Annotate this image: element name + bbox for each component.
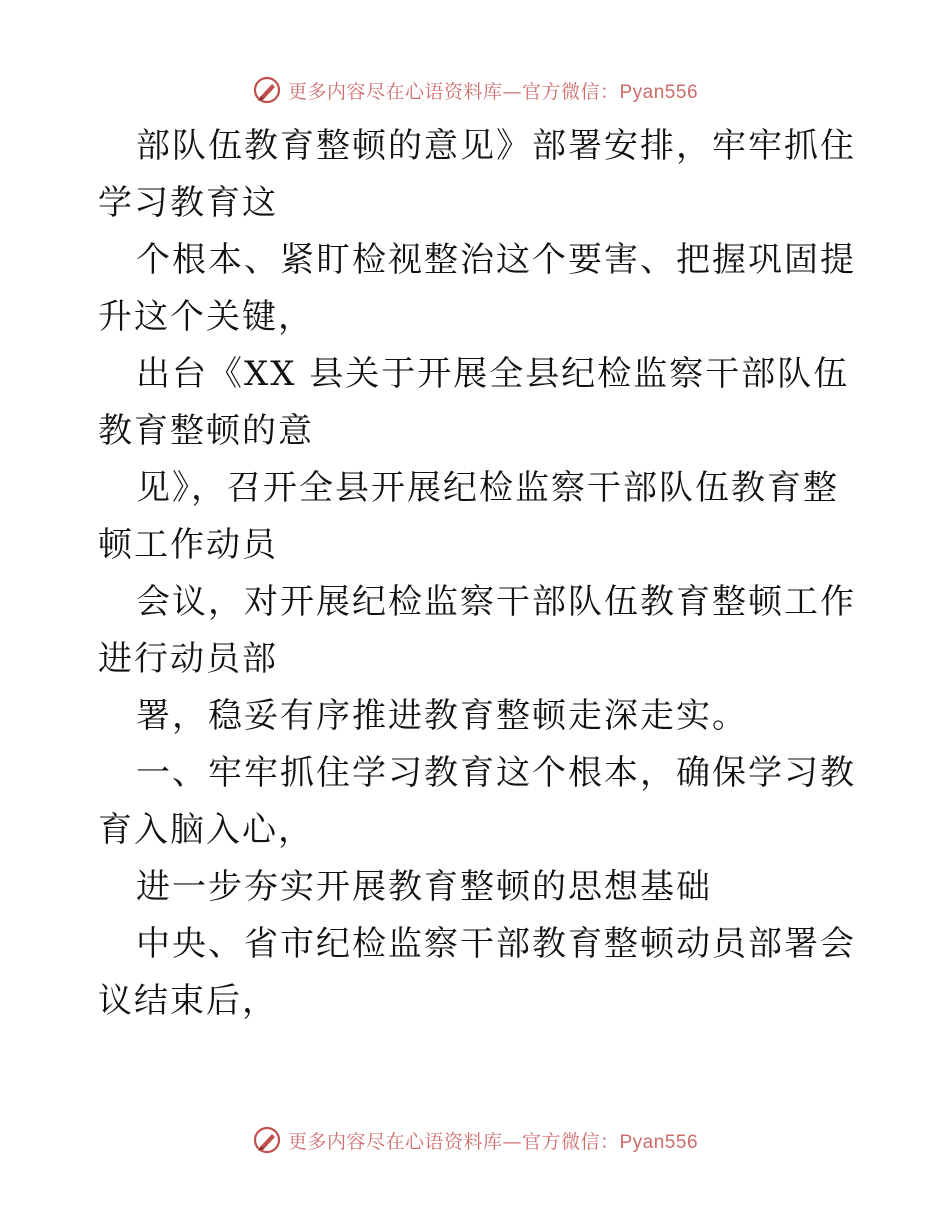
footer-watermark-account: Pyan556 xyxy=(619,1131,699,1153)
paragraph-2: 个根本、紧盯检视整治这个要害、把握巩固提升这个关键， xyxy=(98,240,856,337)
footer-watermark-banner xyxy=(0,1120,950,1160)
footer-watermark-text xyxy=(288,1127,698,1154)
paragraph-3: 出台《XX 县关于开展全县纪检监察干部队伍教育整顿的意 xyxy=(98,354,850,451)
paragraph-8: 中央、省市纪检监察干部教育整顿动员部署会议结束后， xyxy=(98,924,856,1021)
header-watermark-banner xyxy=(0,70,950,110)
paragraph-5: 会议，对开展纪检监察干部队伍教育整顿工作进行动员部 xyxy=(98,582,856,679)
paragraph-7: 进一步夯实开展教育整顿的思想基础 xyxy=(136,867,712,907)
document-body xyxy=(98,118,858,1030)
footer-watermark-prefix: 更多内容尽在心语资料库—官方微信： xyxy=(287,1130,620,1153)
paragraph-1: 部队伍教育整顿的意见》部署安排，牢牢抓住学习教育这 xyxy=(98,126,856,223)
header-watermark-prefix: 更多内容尽在心语资料库—官方微信： xyxy=(287,80,620,103)
paragraph-6: 署，稳妥有序推进教育整顿走深走实。 xyxy=(136,696,748,736)
header-watermark-account: Pyan556 xyxy=(619,81,699,103)
header-watermark-text xyxy=(288,77,698,104)
section-heading-1: 一、牢牢抓住学习教育这个根本，确保学习教育入脑入心， xyxy=(98,753,856,850)
pen-logo-icon xyxy=(252,75,282,105)
pen-logo-icon xyxy=(252,1125,282,1155)
paragraph-4: 见》，召开全县开展纪检监察干部队伍教育整顿工作动员 xyxy=(98,468,839,565)
